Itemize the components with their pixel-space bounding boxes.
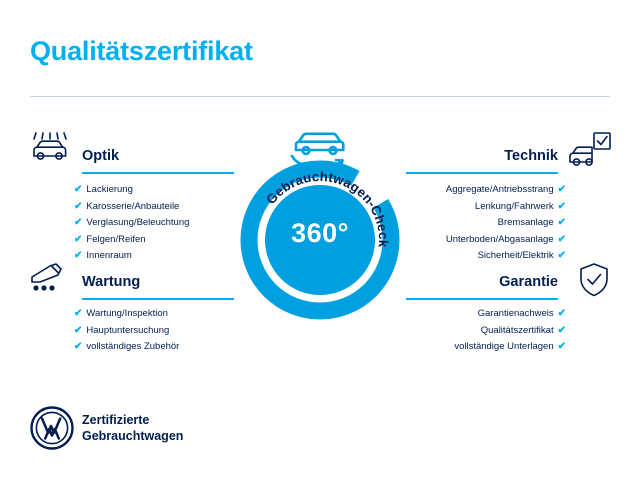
badge-360	[240, 160, 400, 320]
section-rule-technik	[406, 172, 558, 174]
check-icon: ✔	[557, 217, 566, 228]
list-item	[74, 182, 189, 199]
check-icon: ✔	[557, 250, 566, 261]
check-icon: ✔	[74, 184, 83, 195]
section-rule-garantie	[406, 298, 558, 300]
list-item	[446, 182, 566, 199]
check-icon: ✔	[557, 233, 566, 245]
footer-text	[82, 412, 183, 444]
check-icon: ✔	[74, 233, 83, 245]
svg-text:Gebrauchtwagen-Check: Gebrauchtwagen-Check	[263, 168, 392, 248]
list-item-label: vollständige Unterlagen	[454, 341, 554, 352]
list-item-label: Innenraum	[86, 250, 132, 261]
section-rule-wartung	[82, 298, 234, 300]
check-icon: ✔	[557, 200, 566, 212]
check-icon: ✔	[557, 324, 566, 336]
list-item-label: Karosserie/Anbauteile	[86, 200, 180, 212]
footer-line-1: Zertifizierte	[82, 413, 150, 427]
section-heading-optik: Optik	[82, 148, 120, 164]
list-item	[74, 323, 179, 340]
check-icon: ✔	[74, 200, 83, 212]
list-item	[74, 339, 179, 356]
list-item-label: Wartung/Inspektion	[86, 308, 168, 319]
list-item	[74, 199, 189, 216]
badge-degrees: 360°	[291, 218, 349, 248]
list-item	[446, 215, 566, 232]
section-heading-wartung: Wartung	[82, 274, 141, 290]
list-item-label: Lenkung/Fahrwerk	[474, 200, 554, 212]
checklist-optik	[74, 182, 189, 265]
list-item	[446, 199, 566, 216]
list-item-label: Hauptuntersuchung	[86, 324, 170, 336]
list-item-label: Verglasung/Beleuchtung	[86, 217, 190, 228]
check-icon: ✔	[74, 324, 83, 336]
footer-line-2: Gebrauchtwagen	[82, 429, 184, 443]
list-item-label: Bremsanlage	[497, 217, 554, 228]
tools-icon	[28, 262, 70, 297]
list-item	[446, 248, 566, 265]
list-item-label: Garantienachweis	[477, 308, 554, 319]
list-item	[74, 232, 189, 249]
shield-check-icon	[578, 262, 610, 303]
list-item	[74, 248, 189, 265]
list-item	[454, 306, 566, 323]
list-item-label: Sicherheit/Elektrik	[477, 250, 554, 261]
check-icon: ✔	[74, 308, 83, 319]
car-check-icon	[568, 132, 612, 173]
check-icon: ✔	[74, 341, 83, 352]
check-icon: ✔	[74, 217, 83, 228]
list-item	[74, 215, 189, 232]
vw-logo	[30, 406, 74, 450]
section-heading-garantie: Garantie	[499, 274, 558, 290]
list-item-label: Lackierung	[86, 184, 133, 195]
check-icon: ✔	[74, 250, 83, 261]
check-icon: ✔	[557, 341, 566, 352]
checklist-garantie	[454, 306, 566, 356]
list-item-label: Felgen/Reifen	[86, 233, 146, 245]
checklist-wartung	[74, 306, 179, 356]
list-item	[454, 339, 566, 356]
list-item-label: vollständiges Zubehör	[86, 341, 180, 352]
check-icon: ✔	[557, 308, 566, 319]
checklist-technik	[446, 182, 566, 265]
list-item	[454, 323, 566, 340]
section-rule-optik	[82, 172, 234, 174]
page-title: Qualitätszertifikat	[30, 36, 253, 66]
title-divider	[30, 96, 610, 97]
check-icon: ✔	[557, 184, 566, 195]
list-item	[74, 306, 179, 323]
list-item-label: Qualitätszertifikat	[480, 324, 554, 336]
list-item	[446, 232, 566, 249]
list-item-label: Aggregate/Antriebsstrang	[445, 184, 554, 195]
car-wash-icon	[28, 132, 70, 171]
section-heading-technik: Technik	[504, 148, 558, 164]
list-item-label: Unterboden/Abgasanlage	[445, 233, 554, 245]
